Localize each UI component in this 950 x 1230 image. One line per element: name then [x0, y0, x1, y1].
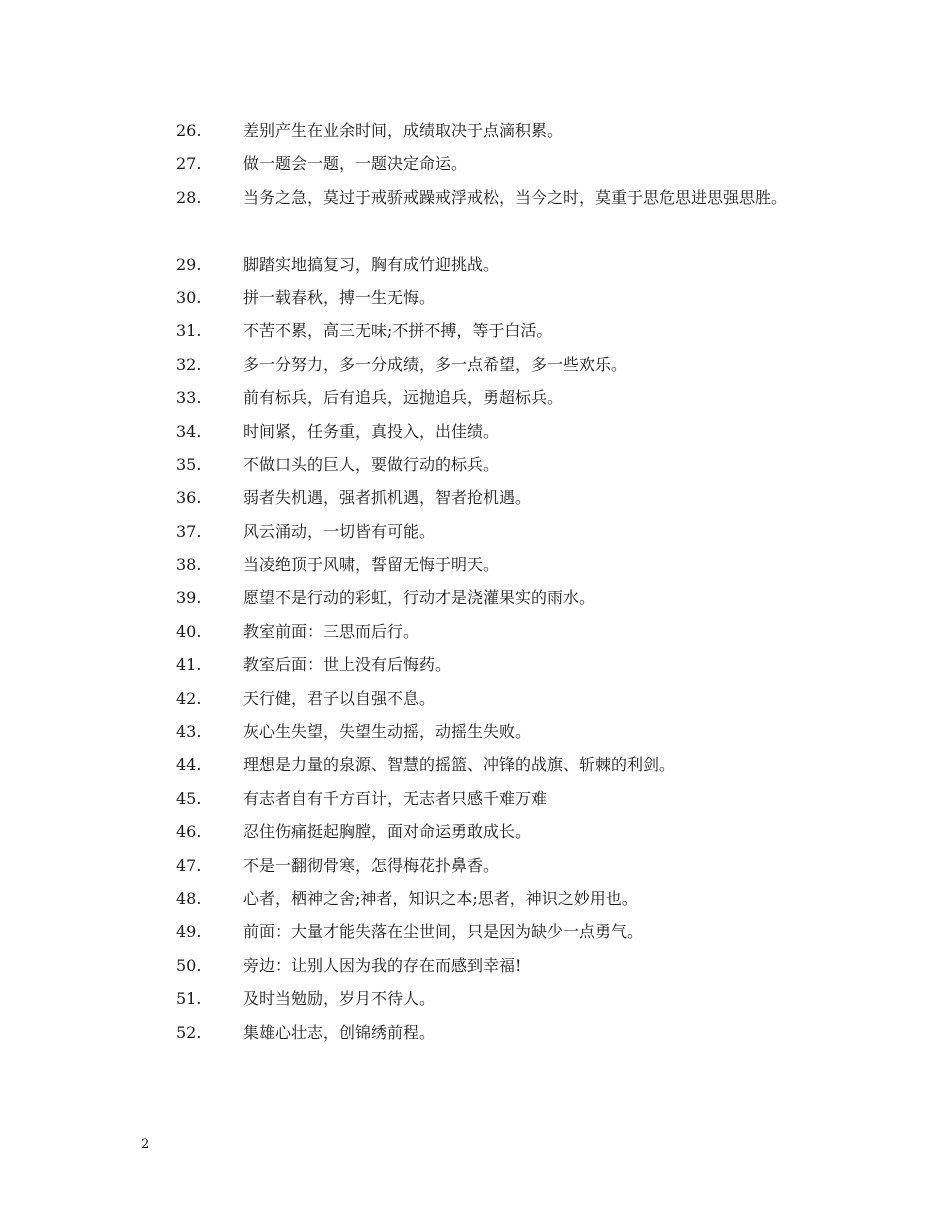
list-item	[0, 181, 950, 248]
item-text: 及时当勉励，岁月不待人。	[243, 989, 436, 1009]
item-number: 48.	[176, 889, 202, 908]
item-number: 51.	[176, 989, 202, 1009]
item-number: 30.	[176, 287, 202, 307]
item-number: 29.	[176, 254, 202, 274]
list-item	[0, 682, 950, 715]
item-number: 45.	[176, 788, 202, 808]
item-text: 理想是力量的泉源、智慧的摇篮、冲锋的战旗、斩棘的利剑。	[243, 755, 676, 775]
item-text: 当务之急，莫过于戒骄戒躁戒浮戒松，当今之时，莫重于思危思进思强思胜。	[243, 187, 788, 207]
item-text: 当凌绝顶于风啸，誓留无悔于明天。	[243, 555, 500, 575]
item-number: 37.	[176, 521, 202, 541]
list-item	[0, 114, 950, 147]
list-item	[0, 615, 950, 648]
item-text: 弱者失机遇，强者抓机遇，智者抢机遇。	[243, 488, 532, 508]
item-text: 前有标兵，后有追兵，远抛追兵，勇超标兵。	[243, 388, 564, 408]
item-text: 愿望不是行动的彩虹，行动才是浇灌果实的雨水。	[243, 588, 596, 608]
item-number: 50.	[176, 955, 202, 975]
list-item	[0, 381, 950, 414]
item-number: 44.	[176, 755, 202, 775]
item-number: 28.	[176, 187, 202, 207]
item-text: 风云涌动，一切皆有可能。	[243, 521, 436, 541]
item-number: 43.	[176, 722, 202, 742]
item-number: 31.	[176, 321, 202, 341]
item-number: 41.	[176, 655, 202, 675]
item-text: 不苦不累，高三无味;不拼不搏，等于白活。	[243, 321, 553, 341]
item-text: 脚踏实地搞复习，胸有成竹迎挑战。	[243, 254, 500, 274]
item-text: 教室前面：三思而后行。	[243, 621, 420, 641]
list-item	[0, 515, 950, 548]
item-number: 46.	[176, 822, 202, 842]
item-text: 时间紧，任务重，真投入，出佳绩。	[243, 421, 500, 441]
item-number: 52.	[176, 1022, 202, 1042]
item-text: 差别产生在业余时间，成绩取决于点滴积累。	[243, 121, 564, 140]
item-text: 教室后面：世上没有后悔药。	[243, 655, 452, 675]
item-text: 不做口头的巨人，要做行动的标兵。	[243, 454, 500, 474]
item-text: 灰心生失望，失望生动摇，动摇生失败。	[243, 722, 532, 742]
page-number: 2	[141, 1137, 150, 1152]
item-number: 26.	[176, 121, 202, 140]
list-item	[0, 648, 950, 681]
list-item	[0, 281, 950, 314]
list-item	[0, 982, 950, 1015]
item-text: 有志者自有千方百计，无志者只感千难万难	[243, 788, 548, 808]
item-text: 旁边：让别人因为我的存在而感到幸福!	[243, 955, 522, 975]
list-item	[0, 915, 950, 948]
item-text-wrapped	[0, 181, 820, 214]
list-item	[0, 782, 950, 815]
list-item	[0, 748, 950, 781]
item-number: 36.	[176, 488, 202, 508]
list-item	[0, 314, 950, 347]
item-text: 做一题会一题，一题决定命运。	[243, 154, 468, 174]
list-item	[0, 548, 950, 581]
item-text: 不是一翻彻骨寒，怎得梅花扑鼻香。	[243, 855, 500, 875]
item-text: 心者，栖神之舍;神者，知识之本;思者，神识之妙用也。	[243, 889, 638, 908]
item-number: 35.	[176, 454, 202, 474]
item-number: 42.	[176, 688, 202, 708]
list-item	[0, 815, 950, 848]
list-item	[0, 849, 950, 882]
item-number: 40.	[176, 621, 202, 641]
list-item	[0, 481, 950, 514]
item-number: 49.	[176, 922, 202, 942]
item-number: 38.	[176, 555, 202, 575]
list-item	[0, 882, 950, 915]
item-text: 多一分努力，多一分成绩，多一点希望，多一些欢乐。	[243, 354, 628, 374]
list-item	[0, 581, 950, 614]
item-number: 34.	[176, 421, 202, 441]
list-item	[0, 715, 950, 748]
item-number: 33.	[176, 388, 202, 408]
item-number: 39.	[176, 588, 202, 608]
list-item	[0, 448, 950, 481]
motto-list	[0, 114, 950, 1049]
list-item	[0, 348, 950, 381]
list-item	[0, 949, 950, 982]
item-text: 前面：大量才能失落在尘世间，只是因为缺少一点勇气。	[243, 922, 644, 942]
item-text: 天行健，君子以自强不息。	[243, 688, 436, 708]
list-item	[0, 1016, 950, 1049]
list-item	[0, 415, 950, 448]
item-text: 忍住伤痛挺起胸膛，面对命运勇敢成长。	[243, 822, 532, 842]
item-number: 47.	[176, 855, 202, 875]
item-number: 32.	[176, 354, 202, 374]
item-number: 27.	[176, 154, 202, 174]
list-item	[0, 147, 950, 180]
list-item	[0, 248, 950, 281]
item-text: 集雄心壮志，创锦绣前程。	[243, 1022, 436, 1042]
item-text: 拼一载春秋，搏一生无悔。	[243, 287, 436, 307]
